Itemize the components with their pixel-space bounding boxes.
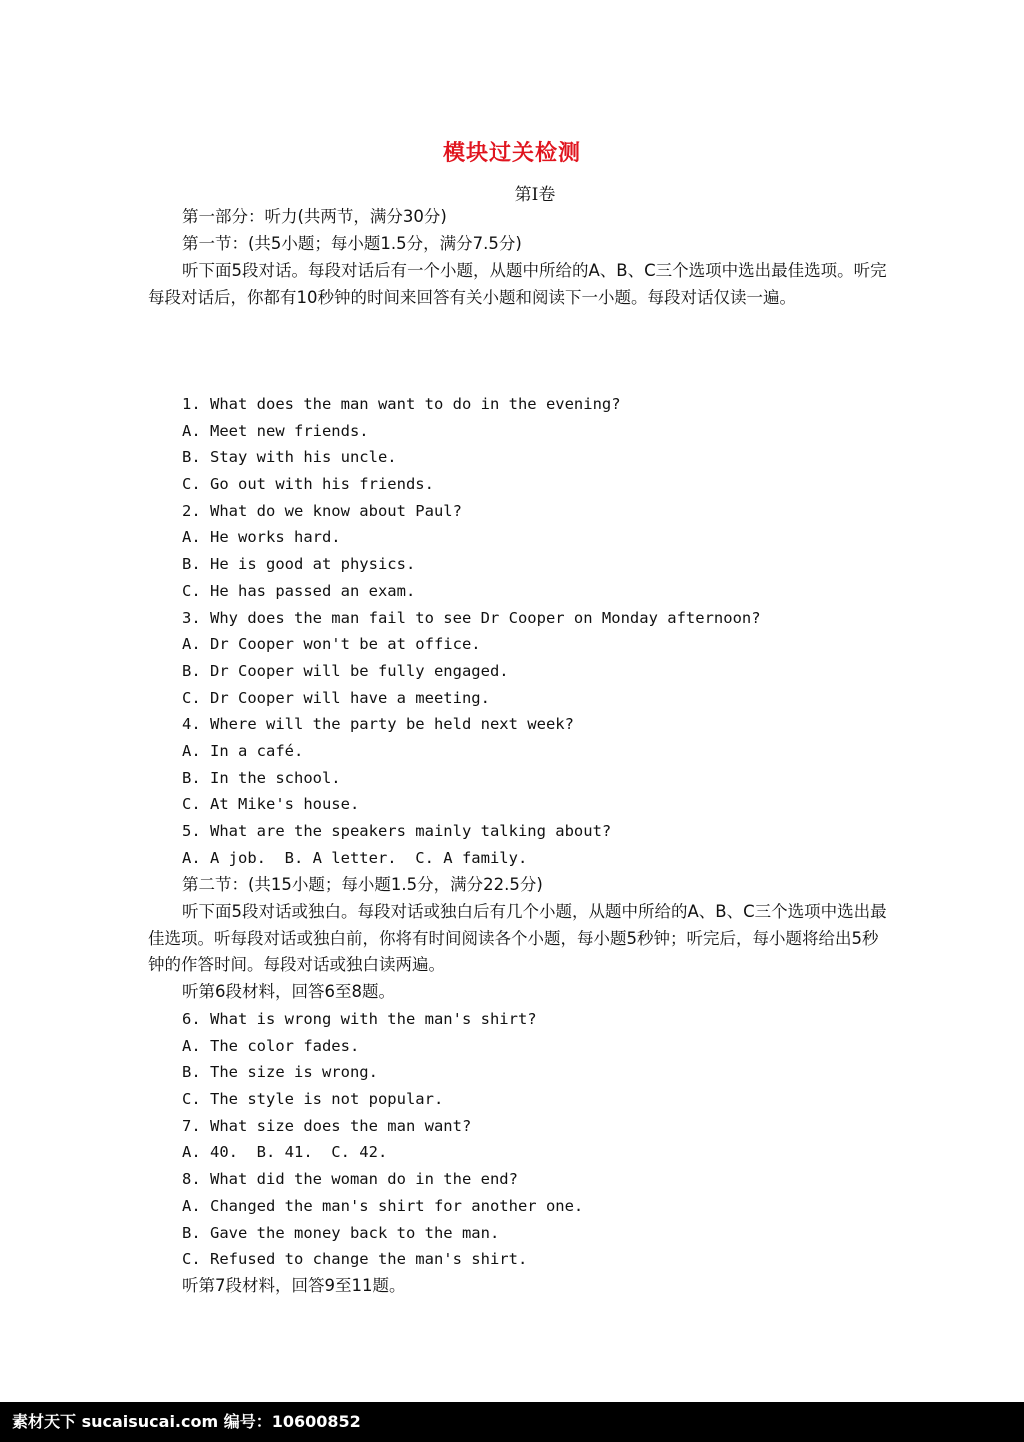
list-item: C. He has passed an exam. <box>182 581 416 600</box>
section1-question-list <box>182 391 761 871</box>
list-item: B. The size is wrong. <box>182 1063 378 1082</box>
list-item: 6. What is wrong with the man's shirt? <box>182 1010 537 1028</box>
page-title: 模块过关检测 <box>442 141 581 166</box>
list-item: C. At Mike's house. <box>182 795 360 814</box>
list-item: A. Dr Cooper won't be at office. <box>182 635 481 654</box>
section2-question-list <box>182 1006 583 1273</box>
list-item: A. Meet new friends. <box>182 421 369 440</box>
material6-heading: 听第6段材料，回答6至8题。 <box>182 982 395 1001</box>
list-item: A. Changed the man's shirt for another one. <box>182 1196 584 1215</box>
list-item: B. Dr Cooper will be fully engaged. <box>182 661 509 680</box>
list-item: 7. What size does the man want? <box>182 1116 472 1135</box>
material7-heading: 听第7段材料，回答9至11题。 <box>182 1276 406 1295</box>
section2-heading: 第二节：(共15小题；每小题1.5分，满分22.5分) <box>182 875 543 894</box>
list-item: 4. Where will the party be held next week? <box>182 715 574 734</box>
list-item: 2. What do we know about Paul? <box>182 501 462 520</box>
list-item: A. In a café. <box>182 741 304 760</box>
list-item: A. The color fades. <box>182 1036 360 1055</box>
section2-instructions: 听下面5段对话或独白。每段对话或独白后有几个小题，从题中所给的A、B、C三个选项中选出最佳选项。听每段对话或独白前，你将有时间阅读各个小题，每小题5秒钟；听完后，每小题将给出5秒钟的作答时间。每段对话或独白读两遍。 <box>148 902 887 975</box>
list-item: A. A job. B. A letter. C. A family. <box>182 848 528 867</box>
list-item: A. 40. B. 41. C. 42. <box>182 1143 388 1162</box>
list-item: 8. What did the woman do in the end? <box>182 1170 518 1189</box>
volume-subtitle: 第Ⅰ卷 <box>514 185 556 205</box>
list-item: C. The style is not popular. <box>182 1090 444 1109</box>
list-item: B. He is good at physics. <box>182 555 416 574</box>
list-item: C. Dr Cooper will have a meeting. <box>182 688 490 707</box>
list-item: 1. What does the man want to do in the evening? <box>182 395 621 413</box>
list-item: B. Stay with his uncle. <box>182 448 397 467</box>
list-item: B. Gave the money back to the man. <box>182 1223 500 1242</box>
list-item: 3. Why does the man fail to see Dr Cooper on Monday afternoon? <box>182 608 761 627</box>
section1-heading: 第一节：(共5小题；每小题1.5分，满分7.5分) <box>182 234 522 253</box>
list-item: 5. What are the speakers mainly talking about? <box>182 822 612 840</box>
list-item: A. He works hard. <box>182 528 341 547</box>
list-item: C. Go out with his friends. <box>182 475 434 494</box>
section1-instructions: 听下面5段对话。每段对话后有一个小题，从题中所给的A、B、C三个选项中选出最佳选项。听完每段对话后，你都有10秒钟的时间来回答有关小题和阅读下一小题。每段对话仅读一遍。 <box>148 261 887 307</box>
watermark-banner: 素材天下 sucaisucai.com 编号：10600852 <box>0 1402 1024 1442</box>
list-item: C. Refused to change the man's shirt. <box>182 1250 528 1269</box>
part1-heading: 第一部分：听力(共两节，满分30分) <box>182 207 447 226</box>
list-item: B. In the school. <box>182 768 341 787</box>
